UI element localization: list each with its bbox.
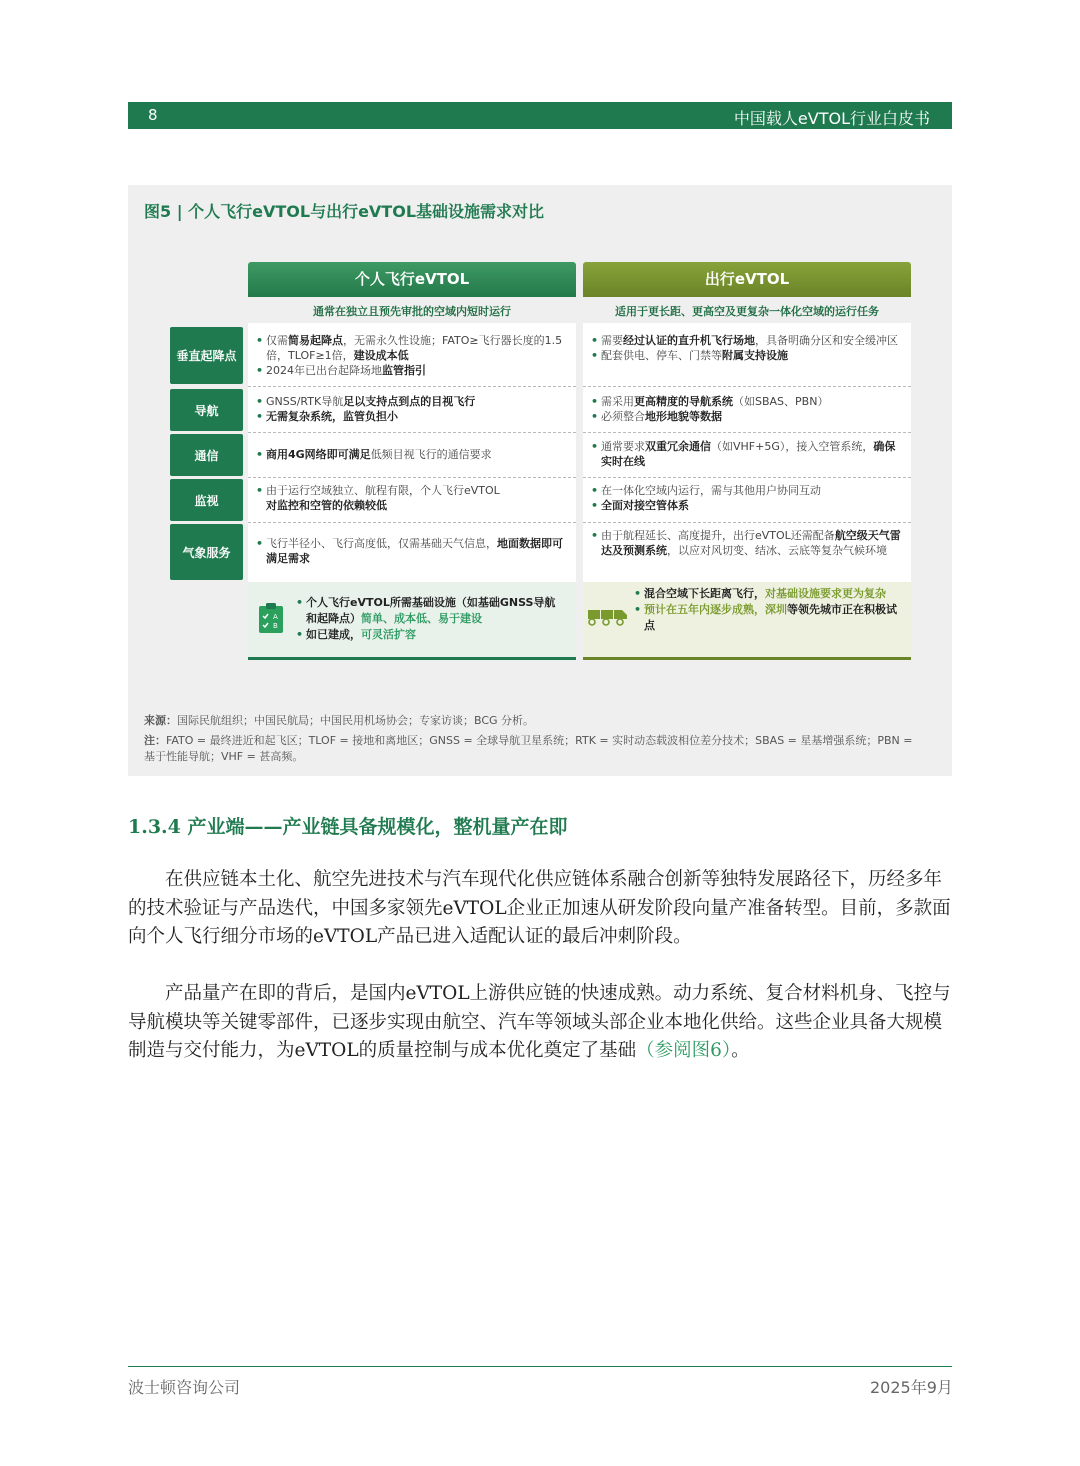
section-heading: 1.3.4 产业端——产业链具备规模化，整机量产在即	[128, 816, 568, 838]
cell-navigation-personal: • GNSS/RTK导航足以支持点到点的目视飞行 • 无需复杂系统，监管负担小	[256, 394, 568, 424]
trucks-icon	[587, 607, 629, 627]
row-label-navigation: 导航	[170, 389, 243, 431]
row-label-vertiport: 垂直起降点	[170, 327, 243, 384]
summary-mobility-text: • 混合空域下长距离飞行，对基础设施要求更为复杂 • 预计在五年内逐步成熟，深圳等领先城市正在积极试点	[634, 586, 902, 634]
divider	[248, 432, 576, 433]
divider	[583, 477, 911, 478]
footer-date: 2025年9月	[870, 1378, 953, 1397]
figure-note: 注：FATO = 最终进近和起飞区；TLOF = 接地和离地区；GNSS = 全球导航卫星系统；RTK = 实时动态载波相位差分技术；SBAS = 星基增强系统；PBN = 基于性能导航；VHF = 甚高频。	[144, 734, 913, 763]
divider	[248, 522, 576, 523]
column-subtitle-mobility: 适用于更长距、更高空及更复杂一体化空域的运行任务	[615, 305, 879, 318]
cell-surveillance-mobility: • 在一体化空域内运行，需与其他用户协同互动 • 全面对接空管体系	[591, 483, 903, 513]
page-header	[128, 102, 952, 129]
summary-personal-text: • 个人飞行eVTOL所需基础设施（如基础GNSS导航和起降点）简单、成本低、易于建设 • 如已建成，可灵活扩容	[296, 595, 564, 643]
cell-weather-mobility: • 由于航程延长、高度提升，出行eVTOL还需配备航空级天气雷达及预测系统，以应对风切变、结冰、云底等复杂气候环境	[591, 528, 903, 558]
figure-6-reference-link[interactable]: （参阅图6）	[636, 1040, 732, 1061]
document-title: 中国载人eVTOL行业白皮书	[733, 109, 930, 128]
cell-navigation-mobility: • 需采用更高精度的导航系统（如SBAS、PBN） • 必须整合地形地貌等数据	[591, 394, 903, 424]
row-label-communication: 通信	[170, 434, 243, 476]
clipboard-letter-b: B	[273, 622, 278, 630]
summary-bottom-line	[583, 657, 911, 660]
row-label-weather: 气象服务	[170, 524, 243, 580]
cell-surveillance-personal: • 由于运行空域独立、航程有限，个人飞行eVTOL 对监控和空管的依赖较低	[256, 483, 568, 513]
footer-publisher: 波士顿咨询公司	[128, 1378, 241, 1397]
figure-title: 图5 | 个人飞行eVTOL与出行eVTOL基础设施需求对比	[144, 202, 545, 221]
divider	[248, 386, 576, 387]
cell-vertiport-mobility: • 需要经过认证的直升机飞行场地，具备明确分区和安全缓冲区 • 配套供电、停车、门禁等附属支持设施	[591, 333, 903, 363]
divider	[583, 522, 911, 523]
column-header-mobility: 出行eVTOL	[583, 262, 911, 297]
clipboard-letter-a: A	[273, 613, 278, 621]
paragraph-2: 产品量产在即的背后，是国内eVTOL上游供应链的快速成熟。动力系统、复合材料机身、飞控与导航模块等关键零部件，已逐步实现由航空、汽车等领域头部企业本地化供给。这些企业具备大规模制造与交付能力，为eVTOL的质量控制与成本优化奠定了基础（参阅图6）。	[128, 983, 951, 1061]
paragraph-1: 在供应链本土化、航空先进技术与汽车现代化供应链体系融合创新等独特发展路径下，历经多年的技术验证与产品迭代，中国多家领先eVTOL企业正加速从研发阶段向量产准备转型。目前，多款面向个人飞行细分市场的eVTOL产品已进入适配认证的最后冲刺阶段。	[128, 869, 951, 947]
divider	[248, 477, 576, 478]
figure-5	[128, 185, 952, 776]
cell-weather-personal: • 飞行半径小、飞行高度低，仅需基础天气信息，地面数据即可满足需求	[256, 536, 568, 566]
figure-source: 来源：国际民航组织；中国民航局；中国民用机场协会；专家访谈；BCG 分析。	[144, 714, 535, 727]
column-subtitle-personal: 通常在独立且预先审批的空域内短时运行	[313, 305, 511, 318]
footer-divider	[128, 1366, 952, 1367]
column-header-personal: 个人飞行eVTOL	[248, 262, 576, 297]
divider	[583, 432, 911, 433]
clipboard-icon	[258, 602, 284, 634]
cell-vertiport-personal: • 仅需简易起降点，无需永久性设施；FATO≥飞行器长度的1.5倍，TLOF≥1倍，建设成本低 • 2024年已出台起降场地监管指引	[256, 333, 568, 378]
divider	[583, 386, 911, 387]
cell-communication-mobility: • 通常要求双重冗余通信（如VHF+5G），接入空管系统，确保实时在线	[591, 439, 903, 469]
summary-bottom-line	[248, 657, 576, 660]
row-label-surveillance: 监视	[170, 479, 243, 521]
cell-communication-personal: • 商用4G网络即可满足低频目视飞行的通信要求	[256, 447, 568, 462]
page-number: 8	[148, 106, 158, 124]
